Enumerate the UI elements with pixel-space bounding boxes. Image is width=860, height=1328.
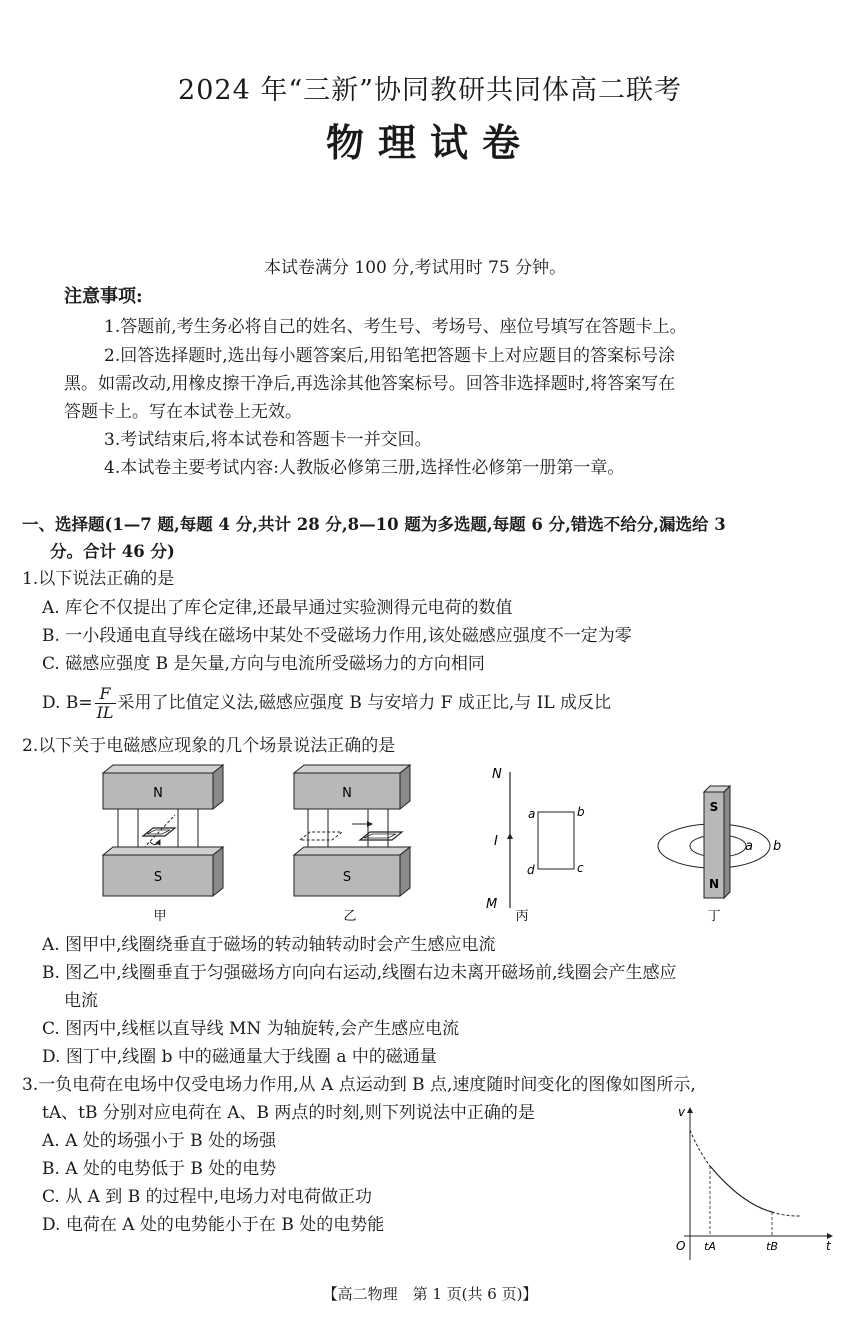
q1-option-d — [42, 683, 611, 723]
label-bing: 丙 — [515, 909, 529, 924]
notice-4: 4.本试卷主要考试内容:人教版必修第三册,选择性必修第一册第一章。 — [104, 458, 625, 478]
label-jia: 甲 — [153, 909, 167, 924]
q1-stem: 1.以下说法正确的是 — [22, 569, 175, 589]
q1-option-c: C. 磁感应强度 B 是矢量,方向与电流所受磁场力的方向相同 — [42, 654, 485, 674]
exam-title: 2024 年“三新”协同教研共同体高二联考 — [178, 75, 682, 106]
figure-ding — [658, 786, 781, 924]
q3-vt-graph — [660, 1100, 840, 1260]
yi-magnet-s: S — [342, 870, 352, 885]
q1-option-b: B. 一小段通电直导线在磁场中某处不受磁场力作用,该处磁感应强度不一定为零 — [42, 626, 632, 646]
q2-option-b-cont: 电流 — [64, 991, 98, 1011]
page-footer: 【高二物理 第 1 页(共 6 页)】 — [322, 1285, 538, 1303]
ding-label-b: b — [773, 839, 782, 854]
ding-magnet-n: N — [708, 877, 720, 891]
q2-figures — [0, 760, 860, 930]
notice-2-end: 答题卡上。写在本试卷上无效。 — [64, 402, 302, 422]
bing-label-n: N — [492, 767, 502, 782]
q2-option-a: A. 图甲中,线圈绕垂直于磁场的转动轴转动时会产生感应电流 — [42, 935, 496, 955]
notice-title: 注意事项: — [64, 286, 143, 307]
notice-2-cont: 黑。如需改动,用橡皮擦干净后,再选涂其他答案标号。回答非选择题时,将答案写在 — [64, 374, 676, 394]
q3-option-c: C. 从 A 到 B 的过程中,电场力对电荷做正功 — [42, 1187, 372, 1207]
q1-fraction — [95, 685, 116, 722]
ding-magnet-s: S — [709, 800, 719, 814]
notice-3: 3.考试结束后,将本试卷和答题卡一并交回。 — [104, 430, 432, 450]
section-heading-cont: 分。合计 46 分) — [50, 542, 175, 561]
q2-option-d: D. 图丁中,线圈 b 中的磁通量大于线圈 a 中的磁通量 — [42, 1047, 437, 1067]
figure-yi — [294, 765, 410, 924]
bing-label-a: a — [528, 807, 536, 821]
section-heading: 一、选择题(1—7 题,每题 4 分,共计 28 分,8—10 题为多选题,每题 6 分,错选不给分,漏选给 3 — [22, 515, 726, 534]
graph-origin: O — [676, 1239, 686, 1253]
q3-option-d: D. 电荷在 A 处的电势能小于在 B 处的电势能 — [42, 1215, 385, 1235]
bing-label-b: b — [577, 805, 585, 819]
q1-fraction-denominator: IL — [96, 703, 114, 722]
q3-option-a: A. A 处的场强小于 B 处的场强 — [42, 1131, 277, 1151]
score-time-info: 本试卷满分 100 分,考试用时 75 分钟。 — [264, 258, 567, 278]
subject-title: 物理试卷 — [325, 120, 534, 165]
q1-option-a: A. 库仑不仅提出了库仑定律,还最早通过实验测得元电荷的数值 — [42, 598, 513, 618]
q1-fraction-numerator: F — [95, 685, 116, 704]
yi-magnet-n: N — [342, 786, 352, 801]
q3-stem-cont: tA、tB 分别对应电荷在 A、B 两点的时刻,则下列说法中正确的是 — [42, 1103, 535, 1123]
q3-stem: 3.一负电荷在电场中仅受电场力作用,从 A 点运动到 B 点,速度随时间变化的图像如图所示, — [22, 1075, 696, 1095]
figure-jia — [103, 765, 223, 924]
q1-option-d-prefix: D. B= — [42, 693, 93, 713]
q2-stem: 2.以下关于电磁感应现象的几个场景说法正确的是 — [22, 736, 396, 756]
q2-option-b: B. 图乙中,线圈垂直于匀强磁场方向向右运动,线圈右边未离开磁场前,线圈会产生感应 — [42, 963, 677, 983]
bing-label-m: M — [486, 897, 498, 912]
q3-option-b: B. A 处的电势低于 B 处的电势 — [42, 1159, 277, 1179]
label-ding: 丁 — [707, 909, 721, 924]
jia-magnet-s: S — [153, 870, 163, 885]
figure-bing — [486, 767, 585, 924]
graph-t-label: t — [826, 1239, 831, 1253]
q1-option-d-suffix: 采用了比值定义法,磁感应强度 B 与安培力 F 成正比,与 IL 成反比 — [117, 693, 612, 713]
jia-magnet-n: N — [153, 786, 163, 801]
bing-label-i: I — [494, 834, 498, 849]
bing-label-d: d — [527, 863, 535, 877]
ding-label-a: a — [745, 839, 753, 854]
notice-2: 2.回答选择题时,选出每小题答案后,用铅笔把答题卡上对应题目的答案标号涂 — [104, 346, 676, 366]
bing-label-c: c — [577, 861, 584, 875]
notice-1: 1.答题前,考生务必将自己的姓名、考生号、考场号、座位号填写在答题卡上。 — [104, 317, 687, 337]
graph-tb-label: tB — [766, 1240, 778, 1253]
label-yi: 乙 — [343, 909, 357, 924]
graph-v-label: v — [678, 1105, 686, 1119]
graph-ta-label: tA — [704, 1240, 716, 1253]
q2-option-c: C. 图丙中,线框以直导线 MN 为轴旋转,会产生感应电流 — [42, 1019, 460, 1039]
